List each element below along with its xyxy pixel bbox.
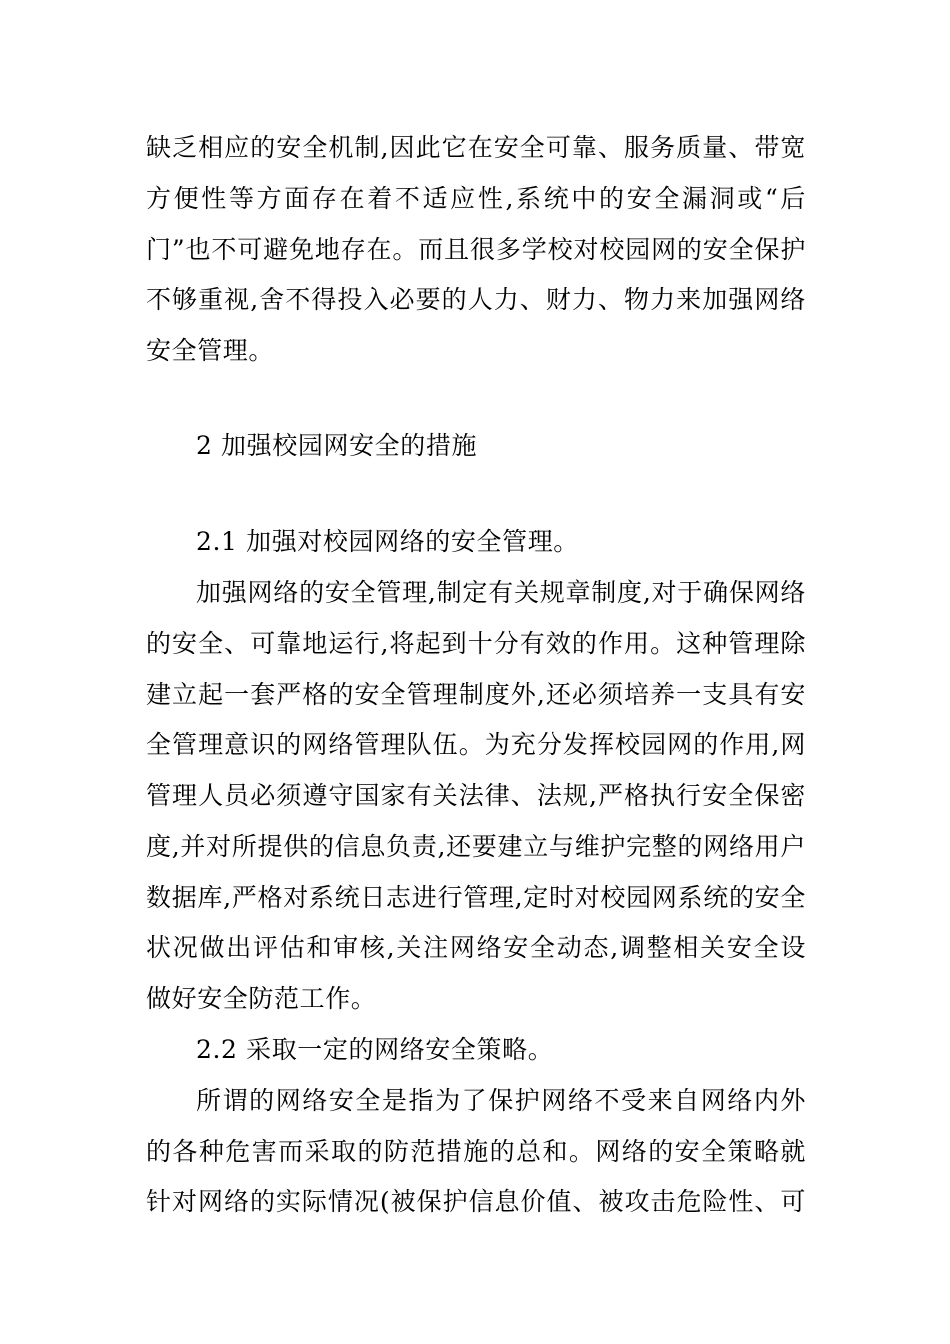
paragraph-line: 建立起一套严格的安全管理制度外,还必须培养一支具有安 <box>146 680 806 709</box>
paragraph-line: 所谓的网络安全是指为了保护网络不受来自网络内外 <box>196 1086 806 1115</box>
paragraph-line: 门”也不可避免地存在。而且很多学校对校园网的安全保护 <box>146 235 806 264</box>
paragraph-line: 的安全、可靠地运行,将起到十分有效的作用。这种管理除 <box>146 629 806 658</box>
subsection-heading: 2.1 加强对校园网络的安全管理。 <box>196 527 579 556</box>
paragraph-line: 针对网络的实际情况(被保护信息价值、被攻击危险性、可 <box>146 1187 806 1216</box>
section-heading: 2 加强校园网安全的措施 <box>196 431 478 460</box>
paragraph-line: 做好安全防范工作。 <box>146 984 377 1013</box>
paragraph-line: 的各种危害而采取的防范措施的总和。网络的安全策略就 <box>146 1137 806 1166</box>
paragraph-line: 状况做出评估和审核,关注网络安全动态,调整相关安全设 <box>146 933 806 962</box>
paragraph-line: 加强网络的安全管理,制定有关规章制度,对于确保网络 <box>196 578 806 607</box>
paragraph-line: 度,并对所提供的信息负责,还要建立与维护完整的网络用户 <box>146 832 806 861</box>
paragraph-line: 数据库,严格对系统日志进行管理,定时对校园网系统的安全 <box>146 883 806 912</box>
paragraph-line: 缺乏相应的安全机制,因此它在安全可靠、服务质量、带宽 <box>146 133 806 162</box>
subsection-heading: 2.2 采取一定的网络安全策略。 <box>196 1035 554 1064</box>
paragraph-line: 不够重视,舍不得投入必要的人力、财力、物力来加强网络 <box>146 285 806 314</box>
paragraph-line: 方便性等方面存在着不适应性,系统中的安全漏洞或“后 <box>146 184 806 213</box>
paragraph-line: 安全管理。 <box>146 336 275 365</box>
paragraph-line: 全管理意识的网络管理队伍。为充分发挥校园网的作用,网 <box>146 730 806 759</box>
paragraph-line: 管理人员必须遵守国家有关法律、法规,严格执行安全保密 <box>146 781 806 810</box>
